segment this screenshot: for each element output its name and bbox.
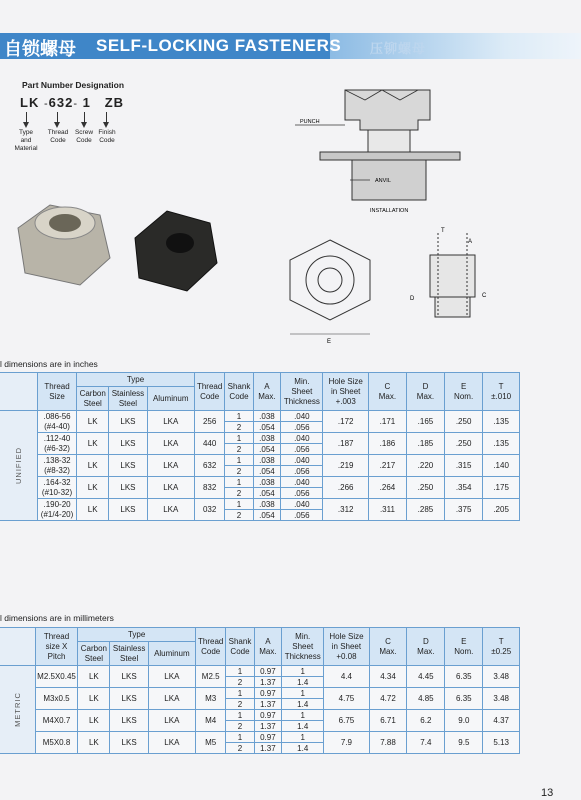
cell-a: .038 (253, 411, 281, 422)
unified-caption: l dimensions are in inches (0, 359, 98, 369)
cell-e: 6.35 (445, 688, 483, 710)
cell-aluminum: LKA (147, 433, 194, 455)
part-number-code: LK -632- 1 ZB (20, 95, 125, 110)
cell-c: 4.72 (369, 688, 407, 710)
cell-stainless: LKS (109, 455, 147, 477)
svg-text:C: C (482, 293, 487, 299)
header-banner (0, 33, 581, 59)
col-aluminum: Aluminum (147, 387, 194, 411)
col-stainless: Stainless Steel (109, 387, 147, 411)
col-shank-code: Shank Code (226, 628, 254, 666)
cell-e: 9.0 (445, 710, 483, 732)
metric-table (0, 627, 520, 754)
col-type: Type (78, 628, 196, 642)
cell-e: 9.5 (445, 732, 483, 754)
cell-thread-code: M4 (196, 710, 226, 732)
cell-shank-code: 2 (226, 677, 254, 688)
cell-d: 4.45 (407, 666, 445, 688)
cell-min-sheet: 1 (282, 688, 324, 699)
cell-shank-code: 2 (226, 699, 254, 710)
cell-a: 0.97 (254, 732, 282, 743)
cell-c: 7.88 (369, 732, 407, 754)
cell-thread-code: M5 (196, 732, 226, 754)
table-row (0, 732, 520, 743)
cell-a: 0.97 (254, 688, 282, 699)
side-label-text: METRIC (12, 692, 22, 727)
cell-c: .186 (368, 433, 406, 455)
cell-t: 3.48 (483, 666, 520, 688)
cell-shank-code: 2 (226, 721, 254, 732)
cell-thread-size: M4X0.7 (35, 710, 78, 732)
cell-thread-size: .138-32 (#8-32) (38, 455, 77, 477)
cell-aluminum: LKA (148, 710, 195, 732)
cell-a: .054 (253, 466, 281, 477)
cell-e: .354 (444, 477, 482, 499)
cell-a: 1.37 (254, 677, 282, 688)
cell-shank-code: 2 (225, 444, 253, 455)
cell-d: 7.4 (407, 732, 445, 754)
cell-thread-size: .086-56 (#4-40) (38, 411, 77, 433)
cell-aluminum: LKA (148, 688, 195, 710)
cell-a: .038 (253, 455, 281, 466)
cell-t: .205 (483, 499, 520, 521)
cell-stainless: LKS (109, 411, 147, 433)
col-stainless: Stainless Steel (110, 642, 148, 666)
table-row (0, 688, 520, 699)
col-shank-code: Shank Code (225, 373, 253, 411)
header-fade (330, 33, 581, 59)
cell-min-sheet: .056 (281, 488, 323, 499)
cell-carbon: LK (78, 732, 110, 754)
table-row (0, 433, 520, 444)
cell-hole-size: .312 (323, 499, 368, 521)
cell-thread-code: 032 (194, 499, 224, 521)
cell-c: 4.34 (369, 666, 407, 688)
cell-carbon: LK (78, 688, 110, 710)
cell-carbon: LK (77, 411, 109, 433)
cell-carbon: LK (78, 710, 110, 732)
cell-min-sheet: .056 (281, 422, 323, 433)
installation-drawing (290, 85, 480, 220)
installation-label: INSTALLATION (370, 208, 409, 214)
unified-table (0, 372, 520, 521)
cell-d: .220 (406, 455, 444, 477)
cell-min-sheet: .040 (281, 411, 323, 422)
cell-thread-size: .190-20 (#1/4-20) (38, 499, 77, 521)
svg-text:E: E (327, 339, 332, 345)
cell-c: 6.71 (369, 710, 407, 732)
top-view-drawing (285, 230, 375, 345)
arrow-down-icon (57, 112, 58, 126)
cell-c: .217 (368, 455, 406, 477)
cell-carbon: LK (78, 666, 110, 688)
col-carbon: Carbon Steel (77, 387, 109, 411)
cell-min-sheet: 1 (282, 732, 324, 743)
header-ghost-text: 压铆螺母 (370, 41, 427, 56)
section-side-label (0, 666, 35, 754)
cell-a: .038 (253, 499, 281, 510)
steel-nut-photo (125, 203, 225, 298)
cell-thread-size: .112-40 (#6-32) (38, 433, 77, 455)
cell-stainless: LKS (109, 477, 147, 499)
table-row (0, 666, 520, 677)
cell-d: .250 (406, 477, 444, 499)
cell-thread-size: M3x0.5 (35, 688, 78, 710)
cell-a: 0.97 (254, 710, 282, 721)
label-thread-code: Thread Code (47, 129, 69, 144)
col-hole-size: Hole Size in Sheet +0.08 (324, 628, 369, 666)
cell-aluminum: LKA (147, 499, 194, 521)
cell-a: .054 (253, 422, 281, 433)
col-a: A Max. (253, 373, 281, 411)
cell-carbon: LK (77, 499, 109, 521)
cell-a: 0.97 (254, 666, 282, 677)
cell-a: .054 (253, 444, 281, 455)
cell-min-sheet: .056 (281, 466, 323, 477)
cell-min-sheet: .040 (281, 433, 323, 444)
cell-a: 1.37 (254, 699, 282, 710)
cell-shank-code: 1 (226, 710, 254, 721)
cell-thread-code: 256 (194, 411, 224, 433)
col-type: Type (77, 373, 195, 387)
arrow-down-icon (26, 112, 27, 126)
cell-t: 3.48 (483, 688, 520, 710)
arrow-down-icon (106, 112, 107, 126)
table-row (0, 411, 520, 422)
col-min-sheet: Min. Sheet Thickness (282, 628, 324, 666)
cell-hole-size: 4.75 (324, 688, 369, 710)
title-english: SELF-LOCKING FASTENERS (96, 36, 342, 55)
side-view-drawing (405, 225, 495, 335)
cell-carbon: LK (77, 455, 109, 477)
cell-hole-size: .187 (323, 433, 368, 455)
cell-d: 6.2 (407, 710, 445, 732)
cell-aluminum: LKA (147, 411, 194, 433)
cell-stainless: LKS (109, 499, 147, 521)
cell-carbon: LK (77, 433, 109, 455)
cell-shank-code: 2 (225, 422, 253, 433)
cell-thread-size: M2.5X0.45 (35, 666, 78, 688)
cell-thread-code: 632 (194, 455, 224, 477)
title-chinese: 自锁螺母 (4, 39, 76, 59)
cell-stainless: LKS (110, 732, 148, 754)
svg-text:D: D (410, 296, 415, 302)
cell-shank-code: 1 (226, 688, 254, 699)
table-row (0, 455, 520, 466)
cell-shank-code: 1 (225, 499, 253, 510)
cell-t: .175 (483, 477, 520, 499)
cell-d: .285 (406, 499, 444, 521)
col-thread-code: Thread Code (196, 628, 226, 666)
cell-c: .171 (368, 411, 406, 433)
metric-caption: l dimensions are in millimeters (0, 613, 114, 623)
table-row (0, 477, 520, 488)
side-label-text: UNIFIED (14, 447, 23, 484)
cell-aluminum: LKA (148, 666, 195, 688)
cell-thread-code: M2.5 (196, 666, 226, 688)
cell-min-sheet: .040 (281, 455, 323, 466)
col-d: D Max. (407, 628, 445, 666)
cell-c: .264 (368, 477, 406, 499)
cell-shank-code: 2 (225, 488, 253, 499)
col-carbon: Carbon Steel (78, 642, 110, 666)
pn-screw: 1 (82, 95, 91, 110)
col-min-sheet: Min. Sheet Thickness (281, 373, 323, 411)
cell-e: .250 (444, 433, 482, 455)
col-e: E Nom. (445, 628, 483, 666)
cell-aluminum: LKA (147, 477, 194, 499)
cell-thread-code: 440 (194, 433, 224, 455)
col-hole-size: Hole Size in Sheet +.003 (323, 373, 368, 411)
section-side-label (0, 411, 38, 521)
cell-a: .054 (253, 510, 281, 521)
cell-a: 1.37 (254, 743, 282, 754)
col-d: D Max. (406, 373, 444, 411)
cell-stainless: LKS (109, 433, 147, 455)
arrow-down-icon (84, 112, 85, 126)
col-aluminum: Aluminum (148, 642, 195, 666)
cell-aluminum: LKA (147, 455, 194, 477)
cell-shank-code: 1 (225, 477, 253, 488)
cell-min-sheet: .040 (281, 499, 323, 510)
cell-stainless: LKS (110, 688, 148, 710)
svg-text:A: A (468, 239, 473, 245)
cell-shank-code: 1 (225, 433, 253, 444)
cell-a: .038 (253, 477, 281, 488)
table-row (0, 499, 520, 510)
cell-min-sheet: 1.4 (282, 699, 324, 710)
cell-shank-code: 2 (225, 510, 253, 521)
label-screw-code: Screw Code (74, 129, 94, 144)
pn-type: LK (20, 95, 40, 110)
cell-c: .311 (368, 499, 406, 521)
cell-shank-code: 1 (225, 455, 253, 466)
cell-a: .038 (253, 433, 281, 444)
cell-t: 4.37 (483, 710, 520, 732)
pn-finish: ZB (104, 95, 125, 110)
cell-e: .315 (444, 455, 482, 477)
col-thread-code: Thread Code (194, 373, 224, 411)
col-t: T ±.010 (483, 373, 520, 411)
svg-text:T: T (441, 228, 445, 234)
cell-d: .165 (406, 411, 444, 433)
part-number-heading: Part Number Designation (22, 80, 125, 90)
cell-t: .140 (483, 455, 520, 477)
cell-t: 5.13 (483, 732, 520, 754)
cell-stainless: LKS (110, 666, 148, 688)
cell-hole-size: .172 (323, 411, 368, 433)
cell-thread-code: M3 (196, 688, 226, 710)
cell-min-sheet: 1.4 (282, 721, 324, 732)
cell-min-sheet: .040 (281, 477, 323, 488)
cell-min-sheet: 1 (282, 710, 324, 721)
anvil-label: ANVIL (375, 178, 391, 184)
cell-hole-size: .266 (323, 477, 368, 499)
cell-t: .135 (483, 433, 520, 455)
col-a: A Max. (254, 628, 282, 666)
cell-a: .054 (253, 488, 281, 499)
cell-aluminum: LKA (148, 732, 195, 754)
cell-d: .185 (406, 433, 444, 455)
cell-hole-size: 7.9 (324, 732, 369, 754)
cell-shank-code: 1 (226, 732, 254, 743)
col-c: C Max. (368, 373, 406, 411)
pn-thread: 632 (48, 95, 74, 110)
aluminum-nut-photo (10, 193, 120, 298)
cell-thread-size: .164-32 (#10-32) (38, 477, 77, 499)
label-type-material: Type and Material (14, 129, 38, 152)
cell-stainless: LKS (110, 710, 148, 732)
col-thread-size: Thread size X Pitch (35, 628, 78, 666)
cell-shank-code: 2 (225, 466, 253, 477)
cell-hole-size: .219 (323, 455, 368, 477)
cell-shank-code: 2 (226, 743, 254, 754)
col-e: E Nom. (444, 373, 482, 411)
cell-d: 4.85 (407, 688, 445, 710)
table-row (0, 710, 520, 721)
cell-shank-code: 1 (226, 666, 254, 677)
label-finish-code: Finish Code (98, 129, 116, 144)
cell-carbon: LK (77, 477, 109, 499)
cell-shank-code: 1 (225, 411, 253, 422)
cell-hole-size: 6.75 (324, 710, 369, 732)
cell-thread-size: M5X0.8 (35, 732, 78, 754)
punch-label: PUNCH (300, 119, 320, 125)
cell-hole-size: 4.4 (324, 666, 369, 688)
cell-min-sheet: .056 (281, 510, 323, 521)
cell-min-sheet: 1.4 (282, 677, 324, 688)
cell-e: 6.35 (445, 666, 483, 688)
page-number: 13 (541, 787, 554, 799)
cell-e: .375 (444, 499, 482, 521)
cell-t: .135 (483, 411, 520, 433)
cell-min-sheet: .056 (281, 444, 323, 455)
cell-e: .250 (444, 411, 482, 433)
cell-thread-code: 832 (194, 477, 224, 499)
cell-a: 1.37 (254, 721, 282, 732)
cell-min-sheet: 1 (282, 666, 324, 677)
col-c: C Max. (369, 628, 407, 666)
col-t: T ±0.25 (483, 628, 520, 666)
col-thread-size: Thread Size (38, 373, 77, 411)
cell-min-sheet: 1.4 (282, 743, 324, 754)
